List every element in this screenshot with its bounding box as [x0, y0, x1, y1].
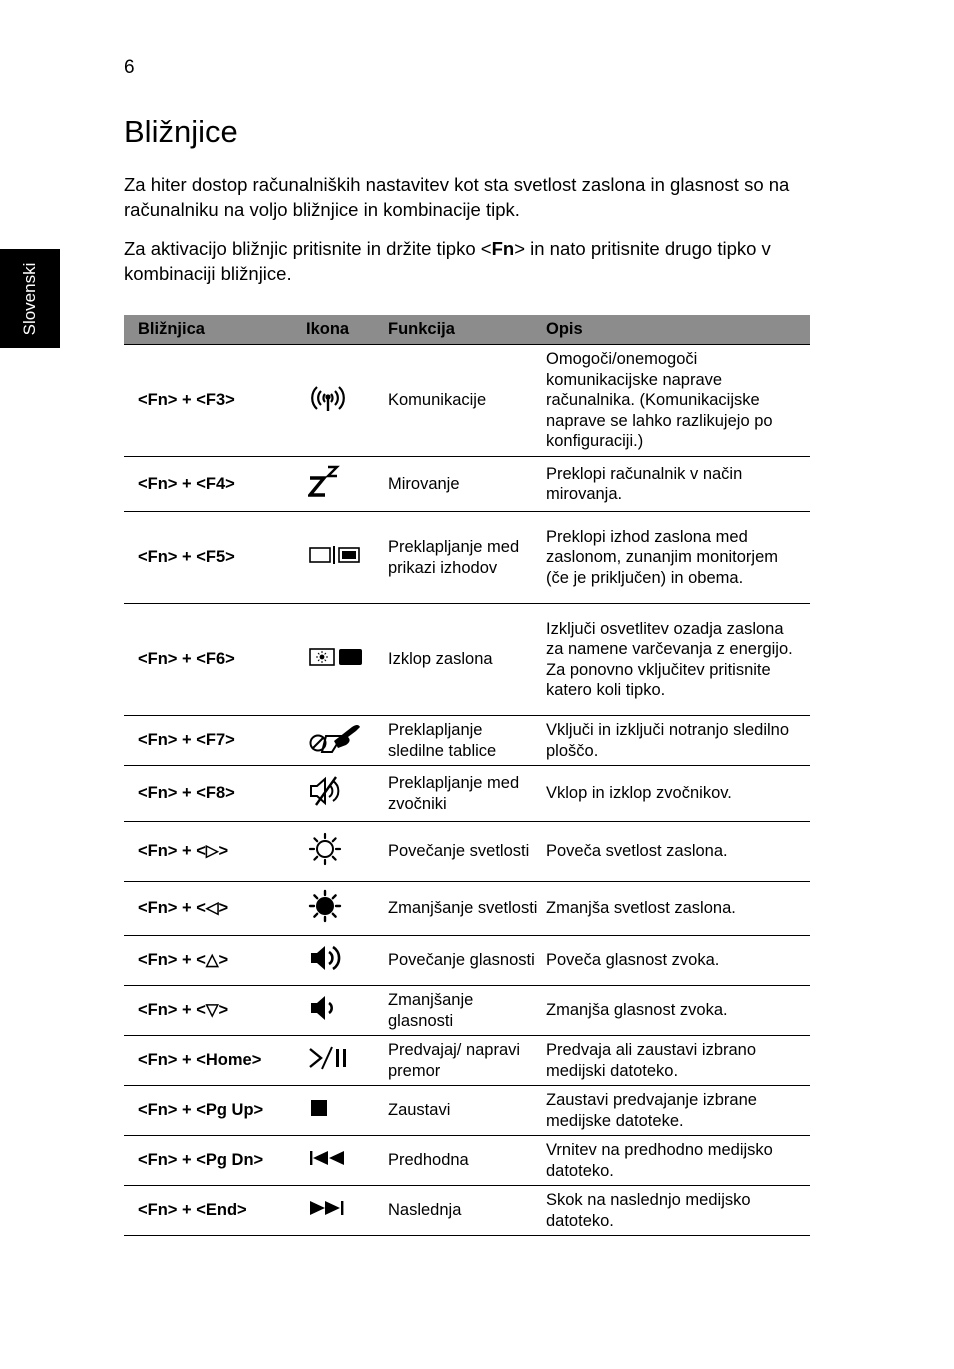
shortcut-key: <Fn> + <F7>: [124, 716, 306, 766]
sleep-zz-icon: [308, 464, 340, 498]
shortcut-key: <Fn> + <F8>: [124, 766, 306, 822]
table-row: [124, 1086, 810, 1136]
function-description: Zaustavi predvajanje izbrane medijske datoteke.: [546, 1086, 810, 1136]
function-description: Preklopi računalnik v način mirovanja.: [546, 457, 810, 512]
function-description: Omogoči/onemogoči komunikacijske naprave računalnika. (Komunikacijske naprave se lahko razlikujejo po konfiguraciji.): [546, 345, 810, 457]
function-description: Vključi in izključi notranjo sledilno ploščo.: [546, 716, 810, 766]
intro-paragraph-2: [124, 236, 824, 286]
shortcut-key: <Fn> + <Pg Dn>: [124, 1136, 306, 1186]
table-row: [124, 1036, 810, 1086]
function-name: Izklop zaslona: [388, 604, 546, 716]
table-row: [124, 457, 810, 512]
function-description: Poveča glasnost zvoka.: [546, 936, 810, 986]
screen-off-icon: [308, 647, 364, 667]
shortcut-key: <Fn> + <F3>: [124, 345, 306, 457]
display-toggle-icon: [308, 544, 362, 566]
shortcuts-table: [124, 315, 810, 1236]
table-row: [124, 716, 810, 766]
brightness-down-icon: [308, 889, 342, 923]
shortcut-key: <Fn> + <▷>: [124, 822, 306, 882]
function-name: Preklapljanje sledilne tablice: [388, 716, 546, 766]
header-function: Funkcija: [388, 315, 546, 344]
table-row: [124, 882, 810, 936]
function-name: Naslednja: [388, 1186, 546, 1236]
shortcut-key: <Fn> + <F4>: [124, 457, 306, 512]
function-description: Vrnitev na predhodno medijsko datoteko.: [546, 1136, 810, 1186]
stop-icon: [308, 1097, 330, 1119]
previous-track-icon: [308, 1149, 348, 1167]
volume-down-icon: [308, 992, 340, 1024]
shortcut-key: <Fn> + <Home>: [124, 1036, 306, 1086]
shortcut-key: <Fn> + <End>: [124, 1186, 306, 1236]
function-name: Predvajaj/ napravi premor: [388, 1036, 546, 1086]
shortcut-key: <Fn> + <◁>: [124, 882, 306, 936]
header-description: Opis: [546, 315, 810, 344]
function-description: Preklopi izhod zaslona med zaslonom, zunanjim monitorjem (če je priključen) in obema.: [546, 512, 810, 604]
shortcut-key: <Fn> + <F5>: [124, 512, 306, 604]
function-name: Zaustavi: [388, 1086, 546, 1136]
brightness-up-icon: [308, 832, 342, 866]
intro-text-before: Za aktivacijo bližnjic pritisnite in držite tipko <: [124, 238, 492, 259]
table-row: [124, 604, 810, 716]
function-name: Mirovanje: [388, 457, 546, 512]
intro-text-after: > in nato pritisnite drugo tipko v kombinaciji bližnjice.: [124, 238, 771, 284]
function-name: Preklapljanje med zvočniki: [388, 766, 546, 822]
speaker-mute-icon: [308, 774, 348, 808]
function-name: Komunikacije: [388, 345, 546, 457]
header-shortcut: Bližnjica: [124, 315, 306, 344]
header-icon: Ikona: [306, 315, 388, 344]
table-row: [124, 512, 810, 604]
shortcut-key: <Fn> + <▽>: [124, 986, 306, 1036]
function-description: Zmanjša svetlost zaslona.: [546, 882, 810, 936]
table-row: [124, 822, 810, 882]
function-description: Poveča svetlost zaslona.: [546, 822, 810, 882]
shortcut-key: <Fn> + <Pg Up>: [124, 1086, 306, 1136]
function-description: Vklop in izklop zvočnikov.: [546, 766, 810, 822]
function-name: Povečanje glasnosti: [388, 936, 546, 986]
language-side-tab: [0, 249, 60, 348]
page-number: 6: [124, 57, 135, 78]
language-label: Slovenski: [20, 262, 39, 336]
table-row: [124, 1136, 810, 1186]
table-row: [124, 986, 810, 1036]
page-title: Bližnjice: [124, 114, 238, 149]
table-row: [124, 1186, 810, 1236]
table-row: [124, 766, 810, 822]
function-description: Skok na naslednjo medijsko datoteko.: [546, 1186, 810, 1236]
function-name: Zmanjšanje svetlosti: [388, 882, 546, 936]
function-name: Povečanje svetlosti: [388, 822, 546, 882]
intro-paragraph-1: Za hiter dostop računalniških nastavitev kot sta svetlost zaslona in glasnost so na računalniku na voljo bližnjice in kombinacije tipk.: [124, 174, 790, 220]
shortcut-key: <Fn> + <△>: [124, 936, 306, 986]
wireless-communication-icon: [308, 383, 348, 413]
table-row: [124, 345, 810, 457]
table-header-row: [124, 315, 810, 344]
function-name: Zmanjšanje glasnosti: [388, 986, 546, 1036]
shortcut-key: <Fn> + <F6>: [124, 604, 306, 716]
touchpad-toggle-icon: [308, 721, 364, 755]
function-name: Predhodna: [388, 1136, 546, 1186]
function-description: Izključi osvetlitev ozadja zaslona za namene varčevanja z energijo. Za ponovno vključitev pritisnite katero koli tipko.: [546, 604, 810, 716]
function-name: Preklapljanje med prikazi izhodov: [388, 512, 546, 604]
next-track-icon: [308, 1199, 348, 1217]
table-row: [124, 936, 810, 986]
fn-key-label: Fn: [491, 238, 515, 259]
function-description: Zmanjša glasnost zvoka.: [546, 986, 810, 1036]
play-pause-icon: [308, 1045, 350, 1071]
function-description: Predvaja ali zaustavi izbrano medijski datoteko.: [546, 1036, 810, 1086]
volume-up-icon: [308, 942, 344, 974]
